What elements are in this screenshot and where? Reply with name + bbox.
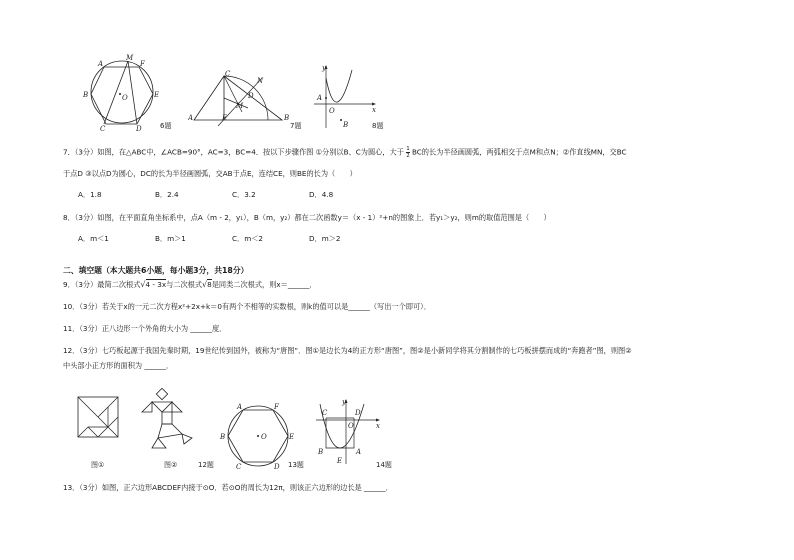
- label-C: C: [322, 409, 328, 417]
- question-8-text: 8．（3分）如图，在平面直角坐标系中，点A（m - 2，y₁），B（m，y₂）都在二次函数y＝（x - 1）²+n的图象上．若y₁＞y₂，则m的取值范围是（ ）: [63, 213, 551, 222]
- section-title-fill-in: 二、填空题（本大题共6小题，每小题3分，共18分）: [63, 266, 249, 275]
- label-F: F: [274, 403, 279, 411]
- caption-12: 12题: [198, 461, 214, 469]
- figure-6-circle-hexagon: [82, 54, 172, 134]
- label-E: E: [289, 433, 295, 441]
- label-B: B: [343, 121, 349, 129]
- label-A: A: [188, 114, 194, 122]
- option-d[interactable]: D．m＞2: [309, 234, 341, 243]
- label-x: x: [376, 422, 380, 430]
- label-C: C: [100, 125, 106, 133]
- label-O: O: [122, 94, 128, 102]
- label-B: B: [220, 433, 226, 441]
- label-B: B: [318, 448, 324, 456]
- figure-13-parabola-rectangle: [312, 396, 388, 466]
- question-7-line2: 于点D ③以点D为圆心，DC的长为半径画圆弧，交AB于点E，连结CE，则BE的长为（ ）: [63, 169, 357, 178]
- label-B: B: [284, 114, 290, 122]
- label-C: C: [236, 463, 242, 470]
- label-F: F: [140, 60, 145, 68]
- figure-8-parabola: [312, 64, 380, 132]
- caption-8: 8题: [372, 122, 384, 130]
- option-a[interactable]: A．m＜1: [78, 234, 109, 243]
- label-A: A: [356, 448, 362, 456]
- question-13-text: 13．（3分）如图，正六边形ABCDEF内接于⊙O．若⊙O的周长为12π，则该正六边形的边长是 ______．: [63, 483, 393, 492]
- option-c[interactable]: C．3.2: [232, 190, 256, 199]
- fraction-one-half: $\frac{1}{2}$: [406, 146, 410, 159]
- label-M: M: [236, 102, 244, 110]
- label-A: A: [317, 94, 323, 102]
- label-E: E: [154, 91, 160, 99]
- figure-7-triangle-construction: [188, 68, 298, 130]
- question-9-text: 9．（3分）最简二次根式√4 - 3x与二次根式√8是同类二次根式，则x＝______．: [63, 280, 317, 289]
- label-A: A: [237, 403, 243, 411]
- question-10-text: 10．（3分）若关于x的一元二次方程x²+2x+k＝0有两个不相等的实数根，则k的值可以是______（写出一个即可）．: [63, 302, 431, 311]
- label-D: D: [248, 92, 254, 100]
- option-c[interactable]: C．m＜2: [232, 234, 263, 243]
- label-N: N: [257, 77, 264, 85]
- question-11-text: 11．（3分）正八边形一个外角的大小为 ______度．: [63, 324, 227, 333]
- label-D: D: [274, 463, 280, 470]
- caption-6: 6题: [160, 122, 172, 130]
- caption-13: 13题: [288, 461, 304, 469]
- question-7-line1: 7．（3分）如图，在△ABC中，∠ACB=90°，AC=3，BC=4．按以下步骤作图 ①分别以B、C为圆心，大于 $\frac{1}{2}$ BC的长为半径画圆弧，两弧相交于点M和点N；②作直线MN，交BC: [63, 146, 627, 159]
- label-E: E: [222, 114, 228, 122]
- label-y: y: [322, 64, 326, 72]
- label-x: x: [372, 106, 376, 114]
- option-b[interactable]: B．m＞1: [155, 234, 186, 243]
- option-d[interactable]: D．4.8: [309, 190, 334, 199]
- label-E: E: [337, 457, 343, 465]
- question-8-options: [78, 234, 386, 244]
- figure-12-hexagon-circle: [218, 398, 296, 470]
- question-12-line1: 12．（3分）七巧板起源于我国先秦时期，19世纪传到国外，被称为“唐图”．图①是边长为4的正方形“唐图”，图②是小新同学将其分割制作的七巧板拼摆而成的“奔跑者”图，则图②: [63, 346, 632, 355]
- option-b[interactable]: B．2.4: [155, 190, 179, 199]
- caption-figure-2: 图②: [164, 461, 178, 469]
- label-O: O: [261, 433, 267, 441]
- label-C: C: [225, 70, 231, 78]
- label-M: M: [126, 54, 134, 62]
- option-a[interactable]: A．1.8: [78, 190, 102, 199]
- caption-14: 14题: [376, 461, 392, 469]
- label-O: O: [329, 107, 335, 115]
- figure-runner-tangram: [138, 388, 194, 450]
- question-7-options: [78, 190, 386, 200]
- label-y: y: [342, 398, 346, 406]
- question-12-line2: 中头部小正方形的面积为 ______．: [63, 361, 174, 370]
- label-B: B: [83, 91, 89, 99]
- caption-figure-1: 图①: [91, 461, 105, 469]
- label-D: D: [136, 125, 142, 133]
- figure-tangram-square: [76, 395, 120, 439]
- label-D: D: [355, 409, 361, 417]
- caption-7: 7题: [290, 122, 302, 130]
- label-O: O: [348, 422, 354, 430]
- label-A: A: [98, 60, 104, 68]
